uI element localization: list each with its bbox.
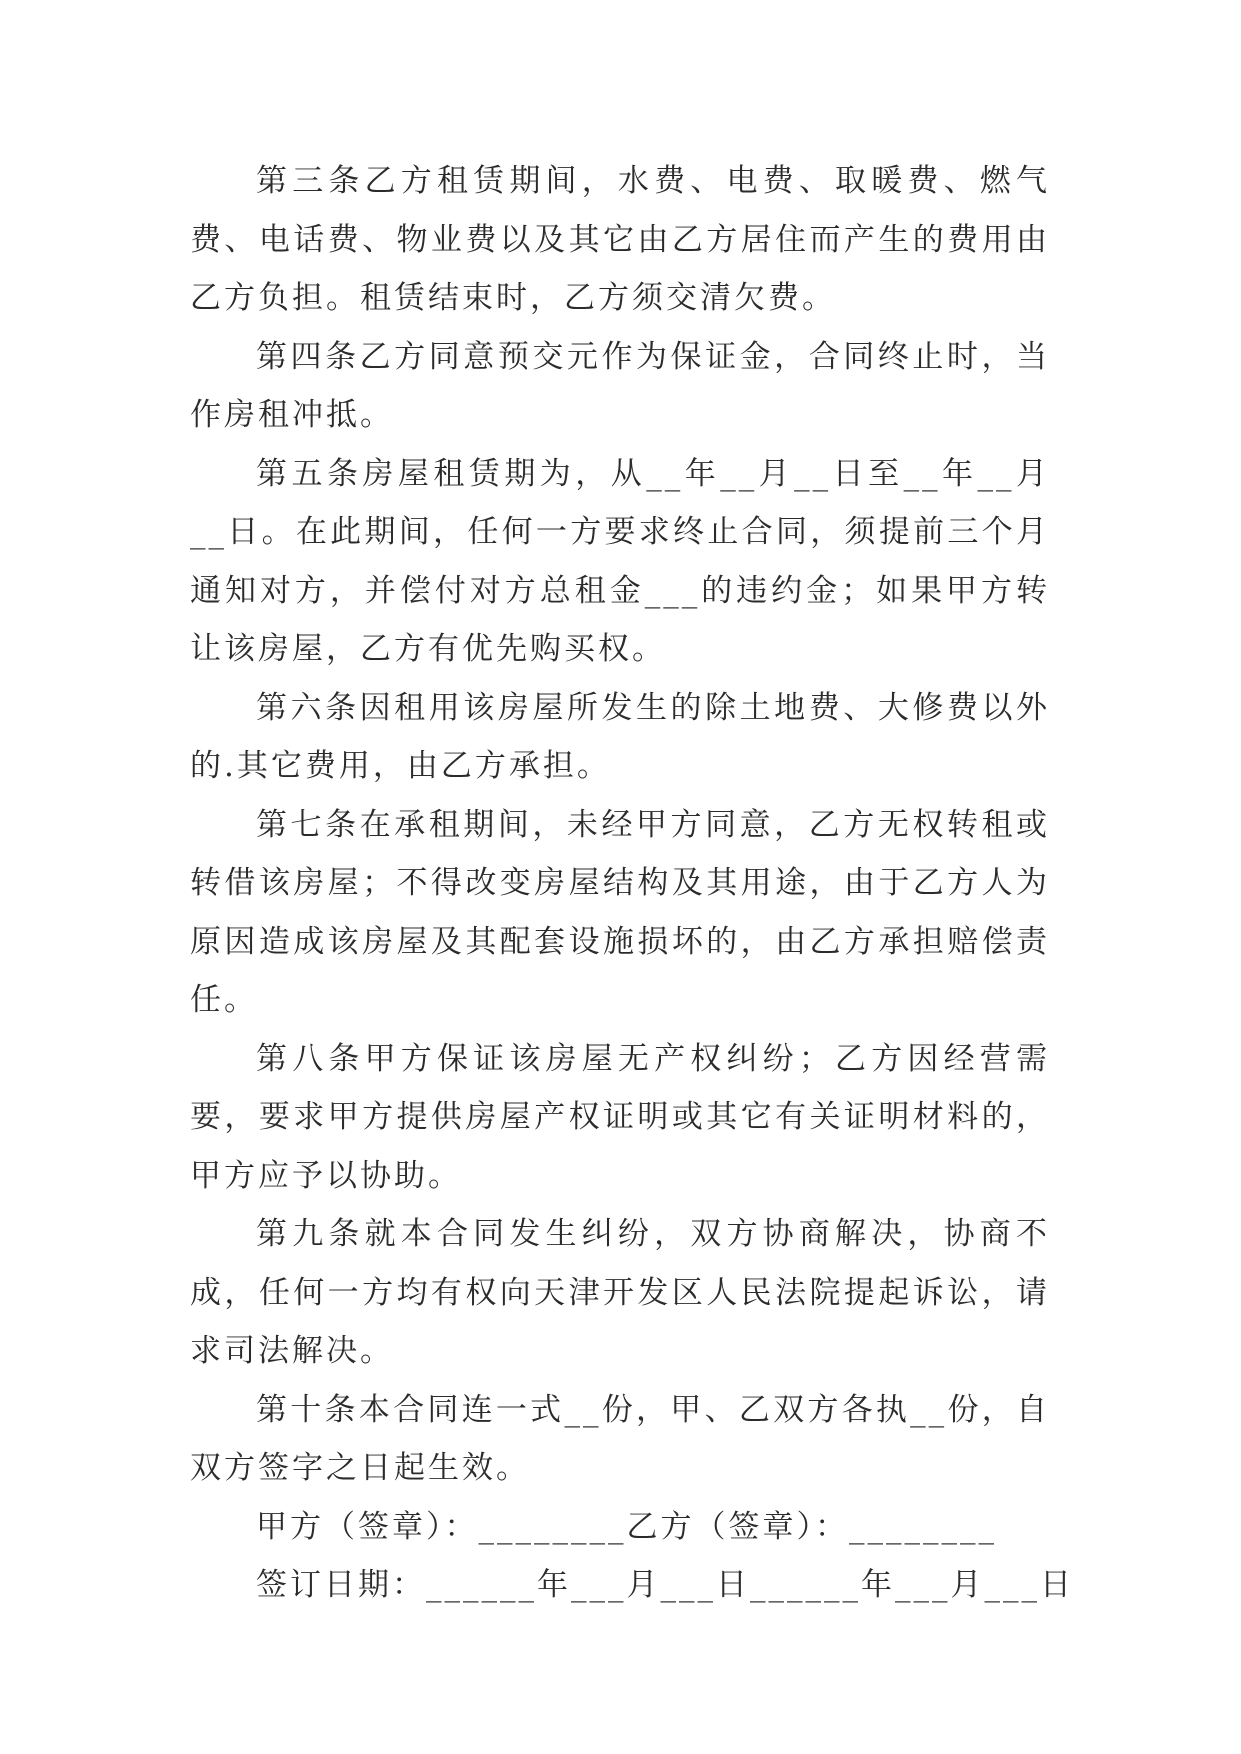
- article-6-other-fees: 第六条因租用该房屋所发生的除土地费、大修费以外的.其它费用，由乙方承担。: [190, 689, 1050, 784]
- signing-date-line: 签订日期：______年___月___日______年___月___日: [256, 1567, 1074, 1603]
- article-10-copies: 第十条本合同连一式__份，甲、乙双方各执__份，自双方签字之日起生效。: [190, 1391, 1050, 1486]
- contract-body: [190, 152, 1074, 1615]
- article-4-deposit: 第四条乙方同意预交元作为保证金，合同终止时，当作房租冲抵。: [190, 338, 1050, 433]
- article-3-rent-utilities: 第三条乙方租赁期间，水费、电费、取暖费、燃气费、电话费、物业费以及其它由乙方居住而产生的费用由乙方负担。租赁结束时，乙方须交清欠费。: [190, 163, 1050, 316]
- article-8-property-rights: 第八条甲方保证该房屋无产权纠纷；乙方因经营需要，要求甲方提供房屋产权证明或其它有关证明材料的，甲方应予以协助。: [190, 1040, 1050, 1194]
- article-7-sublease: 第七条在承租期间，未经甲方同意，乙方无权转租或转借该房屋；不得改变房屋结构及其用途，由于乙方人为原因造成该房屋及其配套设施损坏的，由乙方承担赔偿责任。: [190, 806, 1050, 1018]
- signature-line: 甲方（签章）：________乙方（签章）：________: [256, 1508, 997, 1545]
- article-9-disputes: 第九条就本合同发生纠纷，双方协商解决，协商不成，任何一方均有权向天津开发区人民法院提起诉讼，请求司法解决。: [190, 1216, 1050, 1369]
- article-5-lease-term: 第五条房屋租赁期为，从__年__月__日至__年__月__日。在此期间，任何一方要求终止合同，须提前三个月通知对方，并偿付对方总租金___的违约金；如果甲方转让该房屋，乙方有优先购买权。: [190, 455, 1050, 667]
